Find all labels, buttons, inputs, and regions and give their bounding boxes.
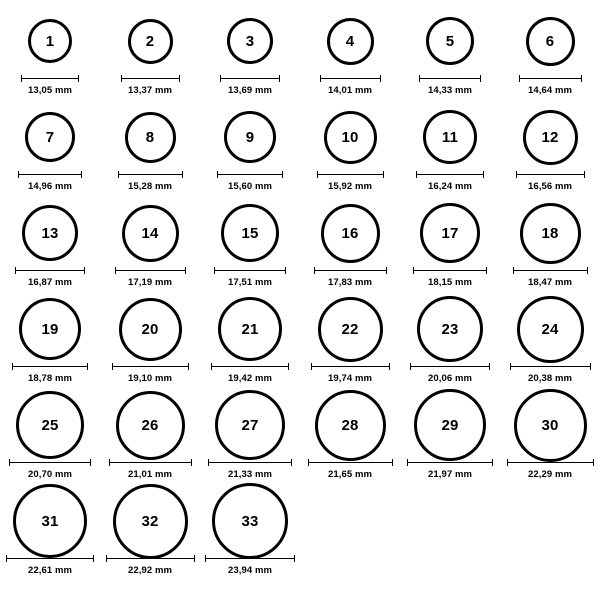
measure-tick-left <box>413 267 414 274</box>
measure-tick-left <box>308 459 309 466</box>
diameter-label: 13,69 mm <box>227 85 273 96</box>
ring-size-label: 27 <box>241 416 259 434</box>
measure-line <box>311 366 390 367</box>
ring-size-label: 33 <box>241 512 259 530</box>
ring-size-label: 1 <box>45 32 55 50</box>
diameter-measure-bar <box>118 171 183 179</box>
ring-size-label: 4 <box>345 32 355 50</box>
measure-tick-left <box>9 459 10 466</box>
diameter-measure-bar <box>21 75 79 83</box>
diameter-measure-bar <box>112 363 189 371</box>
measure-tick-left <box>314 267 315 274</box>
measure-tick-right <box>78 75 79 82</box>
diameter-label: 23,94 mm <box>227 565 273 576</box>
measure-tick-right <box>587 267 588 274</box>
measure-tick-left <box>115 267 116 274</box>
ring-size-cell <box>200 8 300 104</box>
ring-size-label: 3 <box>245 32 255 50</box>
measure-line <box>15 270 85 271</box>
diameter-measure-bar <box>410 363 490 371</box>
ring-circle-wrapper <box>22 200 78 266</box>
measure-tick-right <box>383 171 384 178</box>
diameter-measure-bar <box>519 75 582 83</box>
measure-tick-left <box>510 363 511 370</box>
diameter-measure-bar <box>205 555 295 563</box>
ring-circle-wrapper <box>13 488 87 554</box>
measure-line <box>314 270 387 271</box>
ring-circle-wrapper <box>327 8 374 74</box>
measure-line <box>21 78 79 79</box>
measure-line <box>208 462 292 463</box>
ring-circle-wrapper <box>25 104 75 170</box>
measure-line <box>9 462 91 463</box>
ring-circle <box>523 110 578 165</box>
diameter-measure-bar <box>516 171 585 179</box>
ring-size-label: 2 <box>145 32 155 50</box>
ring-size-label: 5 <box>445 32 455 50</box>
ring-circle-wrapper <box>514 392 587 458</box>
ring-circle <box>113 484 188 559</box>
ring-size-cell <box>300 104 400 200</box>
measure-tick-right <box>581 75 582 82</box>
ring-size-cell <box>100 392 200 488</box>
ring-size-label: 22 <box>341 320 359 338</box>
diameter-measure-bar <box>115 267 186 275</box>
diameter-measure-bar <box>507 459 594 467</box>
measure-tick-right <box>492 459 493 466</box>
measure-tick-right <box>392 459 393 466</box>
diameter-label: 13,05 mm <box>27 85 73 96</box>
measure-tick-left <box>15 267 16 274</box>
measure-line <box>317 174 384 175</box>
ring-size-cell <box>500 392 600 488</box>
ring-circle <box>122 205 179 262</box>
ring-circle <box>215 390 285 460</box>
diameter-measure-bar <box>121 75 180 83</box>
diameter-label: 20,38 mm <box>527 373 573 384</box>
diameter-measure-bar <box>214 267 286 275</box>
measure-tick-right <box>294 555 295 562</box>
diameter-measure-bar <box>317 171 384 179</box>
ring-size-label: 23 <box>441 320 459 338</box>
ring-size-cell <box>100 104 200 200</box>
measure-line <box>118 174 183 175</box>
ring-circle-wrapper <box>116 392 185 458</box>
measure-tick-right <box>282 171 283 178</box>
measure-tick-right <box>590 363 591 370</box>
measure-tick-left <box>416 171 417 178</box>
ring-size-cell <box>200 488 300 584</box>
ring-circle-wrapper <box>227 8 273 74</box>
ring-size-cell <box>0 104 100 200</box>
measure-line <box>205 558 295 559</box>
ring-circle <box>19 298 81 360</box>
measure-tick-left <box>12 363 13 370</box>
diameter-measure-bar <box>109 459 192 467</box>
ring-circle <box>517 296 584 363</box>
diameter-measure-bar <box>413 267 487 275</box>
ring-circle <box>420 203 480 263</box>
ring-circle-wrapper <box>417 296 483 362</box>
ring-size-label: 26 <box>141 416 159 434</box>
measure-tick-right <box>93 555 94 562</box>
measure-line <box>519 78 582 79</box>
measure-tick-left <box>106 555 107 562</box>
diameter-measure-bar <box>513 267 588 275</box>
measure-tick-left <box>211 363 212 370</box>
ring-circle <box>116 391 185 460</box>
diameter-measure-bar <box>311 363 390 371</box>
measure-tick-right <box>87 363 88 370</box>
ring-size-cell <box>400 8 500 104</box>
measure-tick-left <box>214 267 215 274</box>
diameter-label: 14,33 mm <box>427 85 473 96</box>
ring-size-cell <box>0 488 100 584</box>
measure-line <box>121 78 180 79</box>
ring-circle-wrapper <box>520 200 581 266</box>
measure-line <box>416 174 484 175</box>
ring-circle <box>321 204 380 263</box>
ring-circle-wrapper <box>122 200 179 266</box>
ring-circle <box>423 110 477 164</box>
ring-circle <box>128 19 173 64</box>
ring-size-cell <box>200 104 300 200</box>
ring-circle <box>221 204 279 262</box>
ring-size-label: 31 <box>41 512 59 530</box>
measure-line <box>510 366 591 367</box>
measure-line <box>413 270 487 271</box>
diameter-measure-bar <box>217 171 283 179</box>
diameter-label: 16,24 mm <box>427 181 473 192</box>
diameter-label: 21,97 mm <box>427 469 473 480</box>
measure-tick-right <box>194 555 195 562</box>
measure-tick-right <box>285 267 286 274</box>
diameter-measure-bar <box>314 267 387 275</box>
ring-circle <box>125 112 176 163</box>
measure-tick-right <box>84 267 85 274</box>
diameter-label: 20,06 mm <box>427 373 473 384</box>
diameter-label: 13,37 mm <box>127 85 173 96</box>
measure-tick-right <box>584 171 585 178</box>
diameter-label: 18,78 mm <box>27 373 73 384</box>
ring-size-cell <box>200 296 300 392</box>
measure-tick-left <box>208 459 209 466</box>
measure-tick-left <box>516 171 517 178</box>
ring-circle <box>315 390 386 461</box>
ring-circle <box>526 17 575 66</box>
diameter-label: 22,29 mm <box>527 469 573 480</box>
ring-circle-wrapper <box>16 392 84 458</box>
ring-size-cell <box>300 200 400 296</box>
measure-tick-right <box>593 459 594 466</box>
ring-circle-wrapper <box>423 104 477 170</box>
diameter-measure-bar <box>12 363 88 371</box>
diameter-label: 15,92 mm <box>327 181 373 192</box>
diameter-label: 21,01 mm <box>127 469 173 480</box>
ring-size-cell <box>100 488 200 584</box>
diameter-label: 14,01 mm <box>327 85 373 96</box>
ring-size-label: 21 <box>241 320 259 338</box>
ring-size-label: 19 <box>41 320 59 338</box>
measure-line <box>320 78 381 79</box>
ring-size-cell <box>400 200 500 296</box>
diameter-label: 18,47 mm <box>527 277 573 288</box>
ring-circle-wrapper <box>221 200 279 266</box>
measure-line <box>410 366 490 367</box>
diameter-label: 19,74 mm <box>327 373 373 384</box>
ring-circle-wrapper <box>215 392 285 458</box>
ring-size-label: 13 <box>41 224 59 242</box>
measure-line <box>516 174 585 175</box>
measure-tick-right <box>288 363 289 370</box>
ring-size-label: 28 <box>341 416 359 434</box>
ring-size-label: 7 <box>45 128 55 146</box>
measure-tick-left <box>320 75 321 82</box>
ring-size-cell <box>0 200 100 296</box>
ring-circle-wrapper <box>119 296 182 362</box>
measure-tick-right <box>291 459 292 466</box>
ring-size-cell <box>200 392 300 488</box>
measure-tick-right <box>389 363 390 370</box>
diameter-label: 15,60 mm <box>227 181 273 192</box>
diameter-label: 22,61 mm <box>27 565 73 576</box>
measure-tick-right <box>90 459 91 466</box>
ring-size-label: 14 <box>141 224 159 242</box>
measure-tick-right <box>188 363 189 370</box>
ring-size-label: 12 <box>541 128 559 146</box>
measure-line <box>6 558 94 559</box>
measure-tick-left <box>109 459 110 466</box>
ring-size-label: 8 <box>145 128 155 146</box>
ring-size-label: 9 <box>245 128 255 146</box>
ring-circle-wrapper <box>28 8 72 74</box>
ring-circle-wrapper <box>125 104 176 170</box>
diameter-label: 19,42 mm <box>227 373 273 384</box>
ring-size-cell <box>400 296 500 392</box>
ring-circle-wrapper <box>321 200 380 266</box>
measure-tick-left <box>205 555 206 562</box>
ring-size-cell <box>100 296 200 392</box>
ring-circle-wrapper <box>128 8 173 74</box>
ring-circle <box>13 484 87 558</box>
ring-circle <box>318 297 383 362</box>
measure-tick-left <box>513 267 514 274</box>
diameter-label: 21,33 mm <box>227 469 273 480</box>
diameter-label: 18,15 mm <box>427 277 473 288</box>
measure-tick-right <box>489 363 490 370</box>
ring-size-label: 6 <box>545 32 555 50</box>
measure-tick-right <box>386 267 387 274</box>
ring-size-label: 16 <box>341 224 359 242</box>
ring-circle <box>119 298 182 361</box>
diameter-measure-bar <box>208 459 292 467</box>
ring-circle-wrapper <box>523 104 578 170</box>
diameter-label: 14,64 mm <box>527 85 573 96</box>
diameter-measure-bar <box>220 75 280 83</box>
measure-tick-left <box>317 171 318 178</box>
ring-circle <box>16 391 84 459</box>
measure-tick-right <box>182 171 183 178</box>
ring-circle-wrapper <box>218 296 282 362</box>
measure-tick-left <box>21 75 22 82</box>
measure-line <box>112 366 189 367</box>
ring-size-cell <box>300 392 400 488</box>
measure-line <box>507 462 594 463</box>
ring-circle <box>327 18 374 65</box>
measure-tick-left <box>407 459 408 466</box>
ring-circle-wrapper <box>224 104 276 170</box>
measure-tick-left <box>217 171 218 178</box>
measure-tick-right <box>380 75 381 82</box>
diameter-label: 20,70 mm <box>27 469 73 480</box>
ring-size-cell <box>400 104 500 200</box>
measure-tick-left <box>118 171 119 178</box>
ring-size-label: 15 <box>241 224 259 242</box>
diameter-measure-bar <box>211 363 289 371</box>
measure-tick-left <box>6 555 7 562</box>
diameter-label: 16,87 mm <box>27 277 73 288</box>
ring-circle <box>514 389 587 462</box>
measure-line <box>109 462 192 463</box>
measure-line <box>12 366 88 367</box>
measure-tick-right <box>179 75 180 82</box>
ring-size-cell <box>200 200 300 296</box>
measure-line <box>308 462 393 463</box>
diameter-measure-bar <box>18 171 82 179</box>
ring-size-cell <box>100 200 200 296</box>
ring-size-label: 11 <box>441 128 459 146</box>
measure-tick-right <box>185 267 186 274</box>
diameter-measure-bar <box>308 459 393 467</box>
measure-line <box>115 270 186 271</box>
diameter-label: 15,28 mm <box>127 181 173 192</box>
ring-circle-wrapper <box>318 296 383 362</box>
ring-size-cell <box>500 296 600 392</box>
diameter-label: 17,19 mm <box>127 277 173 288</box>
measure-line <box>217 174 283 175</box>
ring-size-label: 20 <box>141 320 159 338</box>
measure-tick-left <box>410 363 411 370</box>
ring-size-label: 29 <box>441 416 459 434</box>
diameter-measure-bar <box>419 75 481 83</box>
ring-size-cell <box>300 8 400 104</box>
ring-size-label: 32 <box>141 512 159 530</box>
measure-tick-left <box>507 459 508 466</box>
ring-circle <box>28 19 72 63</box>
measure-tick-left <box>121 75 122 82</box>
ring-size-label: 30 <box>541 416 559 434</box>
measure-tick-right <box>279 75 280 82</box>
ring-circle-wrapper <box>420 200 480 266</box>
ring-size-label: 24 <box>541 320 559 338</box>
diameter-measure-bar <box>416 171 484 179</box>
diameter-label: 17,83 mm <box>327 277 373 288</box>
diameter-measure-bar <box>15 267 85 275</box>
ring-circle <box>417 296 483 362</box>
ring-circle <box>218 297 282 361</box>
measure-tick-right <box>480 75 481 82</box>
measure-tick-right <box>483 171 484 178</box>
diameter-measure-bar <box>510 363 591 371</box>
ring-circle <box>22 205 78 261</box>
diameter-measure-bar <box>407 459 493 467</box>
ring-size-label: 17 <box>441 224 459 242</box>
measure-line <box>220 78 280 79</box>
diameter-label: 16,56 mm <box>527 181 573 192</box>
measure-tick-right <box>81 171 82 178</box>
ring-size-cell <box>400 392 500 488</box>
ring-size-cell <box>0 392 100 488</box>
measure-tick-left <box>311 363 312 370</box>
ring-size-cell <box>0 296 100 392</box>
ring-circle-wrapper <box>315 392 386 458</box>
ring-size-label: 18 <box>541 224 559 242</box>
ring-size-cell <box>300 296 400 392</box>
measure-line <box>407 462 493 463</box>
ring-circle-wrapper <box>517 296 584 362</box>
ring-size-cell <box>0 8 100 104</box>
measure-tick-right <box>486 267 487 274</box>
measure-tick-left <box>18 171 19 178</box>
diameter-label: 19,10 mm <box>127 373 173 384</box>
ring-size-grid <box>0 8 600 584</box>
measure-line <box>211 366 289 367</box>
diameter-label: 17,51 mm <box>227 277 273 288</box>
measure-line <box>419 78 481 79</box>
ring-circle <box>426 17 474 65</box>
ring-circle-wrapper <box>212 488 288 554</box>
measure-tick-right <box>191 459 192 466</box>
measure-line <box>106 558 195 559</box>
diameter-label: 21,65 mm <box>327 469 373 480</box>
ring-size-cell <box>500 200 600 296</box>
diameter-measure-bar <box>320 75 381 83</box>
diameter-label: 22,92 mm <box>127 565 173 576</box>
ring-circle <box>25 112 75 162</box>
ring-circle-wrapper <box>19 296 81 362</box>
diameter-label: 14,96 mm <box>27 181 73 192</box>
measure-line <box>214 270 286 271</box>
ring-size-cell <box>500 104 600 200</box>
ring-circle-wrapper <box>414 392 486 458</box>
diameter-measure-bar <box>6 555 94 563</box>
diameter-measure-bar <box>9 459 91 467</box>
ring-circle <box>212 483 288 559</box>
measure-tick-left <box>519 75 520 82</box>
ring-size-cell <box>100 8 200 104</box>
measure-tick-left <box>220 75 221 82</box>
ring-size-label: 10 <box>341 128 359 146</box>
ring-circle-wrapper <box>526 8 575 74</box>
ring-circle-wrapper <box>113 488 188 554</box>
measure-tick-left <box>419 75 420 82</box>
ring-circle-wrapper <box>426 8 474 74</box>
ring-circle <box>324 111 377 164</box>
ring-circle-wrapper <box>324 104 377 170</box>
ring-size-label: 25 <box>41 416 59 434</box>
ring-circle <box>414 389 486 461</box>
ring-size-cell <box>500 8 600 104</box>
ring-circle <box>227 18 273 64</box>
ring-circle <box>224 111 276 163</box>
measure-tick-left <box>112 363 113 370</box>
diameter-measure-bar <box>106 555 195 563</box>
ring-circle <box>520 203 581 264</box>
measure-line <box>513 270 588 271</box>
measure-line <box>18 174 82 175</box>
